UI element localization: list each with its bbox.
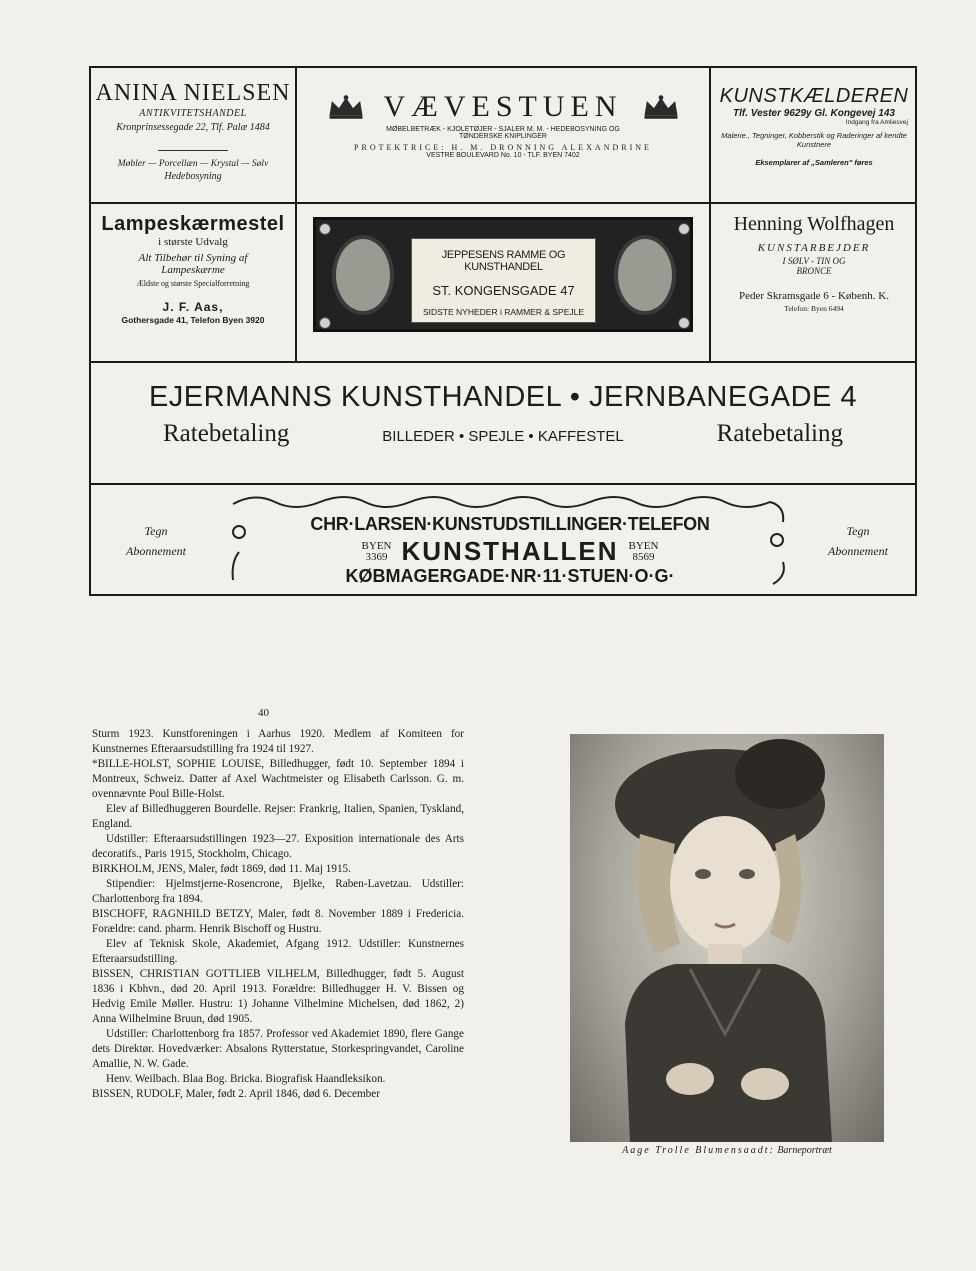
text-paragraph: BIRKHOLM, JENS, Maler, født 1869, død 11. Maj 1915.	[92, 863, 351, 875]
henning-materials: I SØLV - TIN OG	[782, 256, 846, 266]
text-paragraph: Elev af Teknisk Skole, Akademiet, Afgang 1912. Udstiller: Kunstnernes Efteraarsudstilling.	[92, 938, 464, 965]
jeppesen-line3: SIDSTE NYHEDER i RAMMER & SPEJLE	[422, 307, 585, 317]
mirror-right	[614, 235, 676, 315]
kunsthallen-side-right	[803, 521, 913, 561]
text-paragraph: Stipendier: Hjelmstjerne-Rosencrone, Bjelke, Raben-Lavetzau. Udstiller: Charlottenborg fra 1894.	[92, 878, 464, 905]
biography-text	[92, 727, 464, 1102]
text-paragraph: BISSEN, CHRISTIAN GOTTLIEB VILHELM, Billedhugger, født 5. August 1836 i Kbhvn., død 20. April 1913. Forældre: Billedhugger H. V. Bissen og Hedvig Emile Møller. Hustru: 1) Johanne Vilhelmine Michelsen, død 1862, 2) Anna Wilhelmine Bruun, død 1905.	[92, 968, 464, 1025]
henning-material2: BRONCE	[796, 266, 832, 276]
side-right-1: Tegn	[846, 524, 870, 538]
vaevestuen-line2: TØNDERSKE KNIPLINGER	[459, 133, 547, 140]
lampe-line3: Lampeskærme	[161, 264, 225, 276]
ejermann-headline: EJERMANNS KUNSTHANDEL • JERNBANEGADE 4	[148, 381, 858, 413]
frame-corner	[678, 223, 690, 235]
jeppesen-ad	[313, 217, 693, 332]
text-paragraph: BISCHOFF, RAGNHILD BETZY, Maler, født 8. November 1889 i Fredericia. Forældre: cand. pharm. Henrik Bischoff og Hustru.	[92, 908, 464, 935]
lampe-address: Gothersgade 41, Telefon Byen 3920	[121, 315, 265, 325]
lampe-ad	[91, 213, 295, 325]
jeppesen-line2: ST. KONGENSGADE 47	[432, 283, 575, 298]
vaevestuen-line3: PROTEKTRICE: H. M. DRONNING ALEXANDRINE	[354, 143, 652, 152]
vaevestuen-line1: MØBELBETRÆK - KJOLETØJER - SJALER M. M. - HEDEBOSYNING OG	[386, 126, 620, 133]
byen-right-label: BYEN	[628, 539, 659, 552]
caption-title: Barneportræt	[777, 1145, 832, 1156]
jeppesen-text	[411, 238, 596, 323]
caption-artist: Aage Trolle Blumensaadt:	[622, 1145, 775, 1156]
ejermann-ad	[91, 381, 915, 448]
divider-row2	[89, 361, 917, 363]
kunsthallen-side-left	[91, 521, 221, 561]
text-paragraph: BISSEN, RUDOLF, Maler, født 2. April 1846, død 6. December	[92, 1088, 380, 1100]
kunsthallen-ad	[225, 492, 791, 592]
kunstkaelderen-services: Malerie., Tegninger, Kobberstik og Raderinger af kendte Kunstnere	[721, 131, 907, 149]
mirror-left	[332, 235, 394, 315]
lampe-line4: Ældste og største Specialforretning	[136, 279, 250, 288]
lampe-line2: Alt Tilbehør til Syning af	[138, 252, 248, 264]
kunstkaelderen-name: KUNSTKÆLDEREN	[719, 85, 909, 107]
henning-name: Henning Wolfhagen	[733, 213, 895, 235]
text-paragraph: Henv. Weilbach. Blaa Bog. Bricka. Biografisk Haandleksikon.	[106, 1073, 386, 1085]
lampe-line1: i største Udvalg	[158, 236, 228, 248]
crown-icon	[641, 92, 681, 122]
byen-left-number: 3369	[365, 550, 388, 563]
henning-title: KUNSTARBEJDER	[757, 242, 871, 254]
anina-rule	[158, 150, 228, 151]
anina-name: ANINA NIELSEN	[95, 80, 291, 106]
lampe-owner: J. F. Aas,	[162, 300, 224, 314]
ejermann-middle: BILLEDER • SPEJLE • KAFFESTEL	[382, 428, 624, 445]
henning-ad	[712, 213, 916, 313]
side-left-1: Tegn	[144, 524, 168, 538]
kunsthallen-name: KUNSTHALLEN	[401, 536, 619, 566]
side-right-2: Abonnement	[828, 544, 888, 558]
side-left-2: Abonnement	[126, 544, 186, 558]
henning-phone: Telefon: Byen 6494	[784, 304, 844, 313]
kunstkaelderen-ad	[712, 85, 916, 167]
kunstkaelderen-entrance: Indgang fra Amliesvej	[845, 119, 908, 126]
kunstkaelderen-note: Eksemplarer af „Samleren" føres	[755, 158, 873, 167]
portrait-caption	[570, 1145, 884, 1156]
divider-col2	[709, 66, 711, 362]
ejermann-right: Ratebetaling	[716, 420, 843, 447]
henning-address: Peder Skramsgade 6 - Københ. K.	[739, 290, 889, 302]
anina-nielsen-ad	[91, 80, 295, 182]
anina-subtitle: ANTIKVITETSHANDEL	[139, 108, 247, 119]
vaevestuen-ad	[297, 90, 709, 159]
anina-service: Hedebosyning	[164, 171, 222, 182]
anina-address: Kronprinsessegade 22, Tlf. Palæ 1484	[116, 122, 270, 133]
byen-right-number: 8569	[632, 550, 655, 563]
kunsthallen-line1: CHR·LARSEN·KUNSTUDSTILLINGER·TELEFON	[310, 514, 710, 534]
frame-corner	[319, 223, 331, 235]
page-number: 40	[258, 707, 269, 719]
frame-corner	[319, 317, 331, 329]
kunstkaelderen-phone: Tlf. Vester 9629y Gl. Kongevej 143	[733, 108, 895, 119]
divider-row1	[89, 202, 917, 204]
kunsthallen-line3: KØBMAGERGADE·NR·11·STUEN·O·G·	[345, 566, 675, 586]
vaevestuen-line4: VESTRE BOULEVARD No. 10 - TLF. BYEN 7402	[426, 152, 580, 159]
divider-row3	[89, 483, 917, 485]
vaevestuen-name: VÆVESTUEN	[383, 90, 623, 123]
text-paragraph: *BILLE-HOLST, SOPHIE LOUISE, Billedhugger, født 10. September 1894 i Montreux, Schweiz. Datter af Axel Wachtmeister og Elisabeth Carlsson. G. m. ovennævnte Poul Bille-Holst.	[92, 758, 464, 800]
text-paragraph: Elev af Billedhuggeren Bourdelle. Rejser: Frankrig, Italien, Spanien, Tyskland, England.	[92, 803, 464, 830]
child-portrait-illustration	[570, 734, 884, 1142]
text-paragraph: Sturm 1923. Kunstforeningen i Aarhus 1920. Medlem af Komiteen for Kunstnernes Efteraarsudstilling fra 1924 til 1927.	[92, 728, 464, 755]
lampe-name: Lampeskærmestel	[101, 213, 285, 235]
anina-goods: Møbler — Porcellæn — Krystal — Sølv	[117, 159, 269, 169]
byen-left-label: BYEN	[361, 539, 392, 552]
frame-corner	[678, 317, 690, 329]
text-paragraph: Udstiller: Efteraarsudstillingen 1923—27. Exposition internationale des Arts decoratifs., Paris 1915, Stockholm, Chicago.	[92, 833, 464, 860]
crown-icon	[326, 92, 366, 122]
ejermann-left: Ratebetaling	[163, 420, 290, 447]
portrait-painting	[570, 734, 884, 1142]
jeppesen-line1: JEPPESENS RAMME OG KUNSTHANDEL	[441, 249, 566, 273]
text-paragraph: Udstiller: Charlottenborg fra 1857. Professor ved Akademiet 1890, flere Gange dets Direktør. Hovedværker: Absalons Rytterstatue, Storkespringvandet, Caroline Amallie, N. W. Gade.	[92, 1028, 464, 1070]
